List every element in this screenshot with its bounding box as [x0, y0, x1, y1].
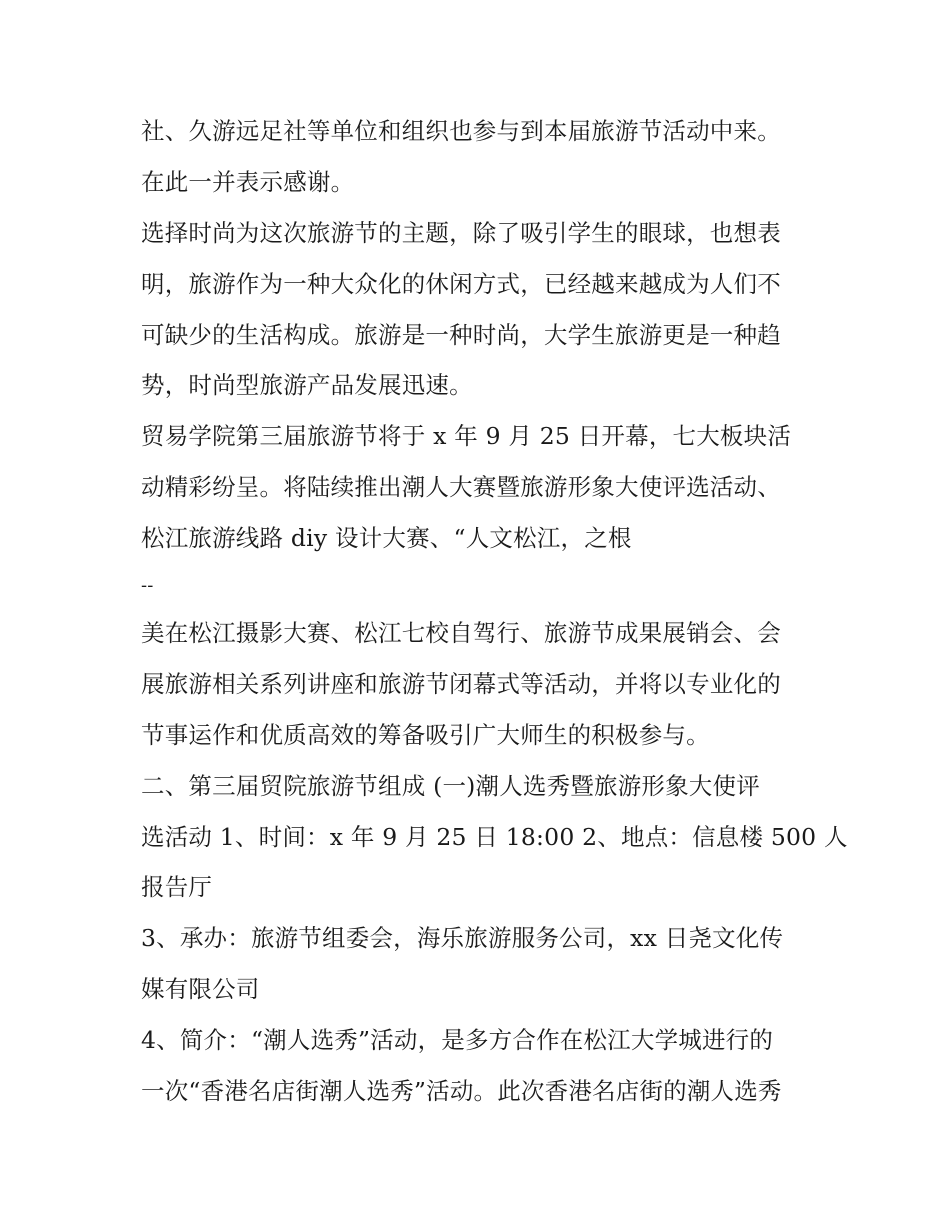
text-line: 展旅游相关系列讲座和旅游节闭幕式等活动，并将以专业化的	[141, 669, 781, 698]
text-line: 4、简介：“潮人选秀”活动，是多方合作在松江大学城进行的	[141, 1026, 774, 1055]
text-line: 明，旅游作为一种大众化的休闲方式，已经越来越成为人们不	[141, 269, 781, 298]
text-line: 贸易学院第三届旅游节将于 x 年 9 月 25 日开幕，七大板块活	[141, 422, 792, 451]
text-line: 在此一并表示感谢。	[141, 167, 355, 196]
text-line: 选择时尚为这次旅游节的主题，除了吸引学生的眼球，也想表	[141, 218, 781, 247]
text-line: 社、久游远足社等单位和组织也参与到本届旅游节活动中来。	[141, 117, 781, 145]
text-line: 势，时尚型旅游产品发展迅速。	[141, 371, 473, 400]
text-line: 一次“香港名店街潮人选秀”活动。此次香港名店街的潮人选秀	[141, 1077, 782, 1106]
text-line: 报告厅	[141, 873, 213, 902]
text-line: 动精彩纷呈。将陆续推出潮人大赛暨旅游形象大使评选活动、	[141, 473, 781, 502]
text-line: 3、承办：旅游节组委会，海乐旅游服务公司，xx 日尧文化传	[141, 924, 784, 953]
text-line: 美在松江摄影大赛、松江七校自驾行、旅游节成果展销会、会	[141, 619, 781, 648]
body-text	[141, 106, 848, 1117]
text-line: 松江旅游线路 diy 设计大赛、“人文松江，之根	[141, 524, 632, 553]
text-line: 媒有限公司	[141, 975, 260, 1004]
page-separator: --	[141, 575, 154, 597]
text-line: 选活动 1、时间：x 年 9 月 25 日 18:00 2、地点：信息楼 500 人	[141, 822, 848, 851]
text-line: 二、第三届贸院旅游节组成 (一)潮人选秀暨旅游形象大使评	[141, 771, 760, 800]
text-line: 节事运作和优质高效的筹备吸引广大师生的积极参与。	[141, 720, 710, 749]
text-line: 可缺少的生活构成。旅游是一种时尚，大学生旅游更是一种趋	[141, 320, 781, 349]
